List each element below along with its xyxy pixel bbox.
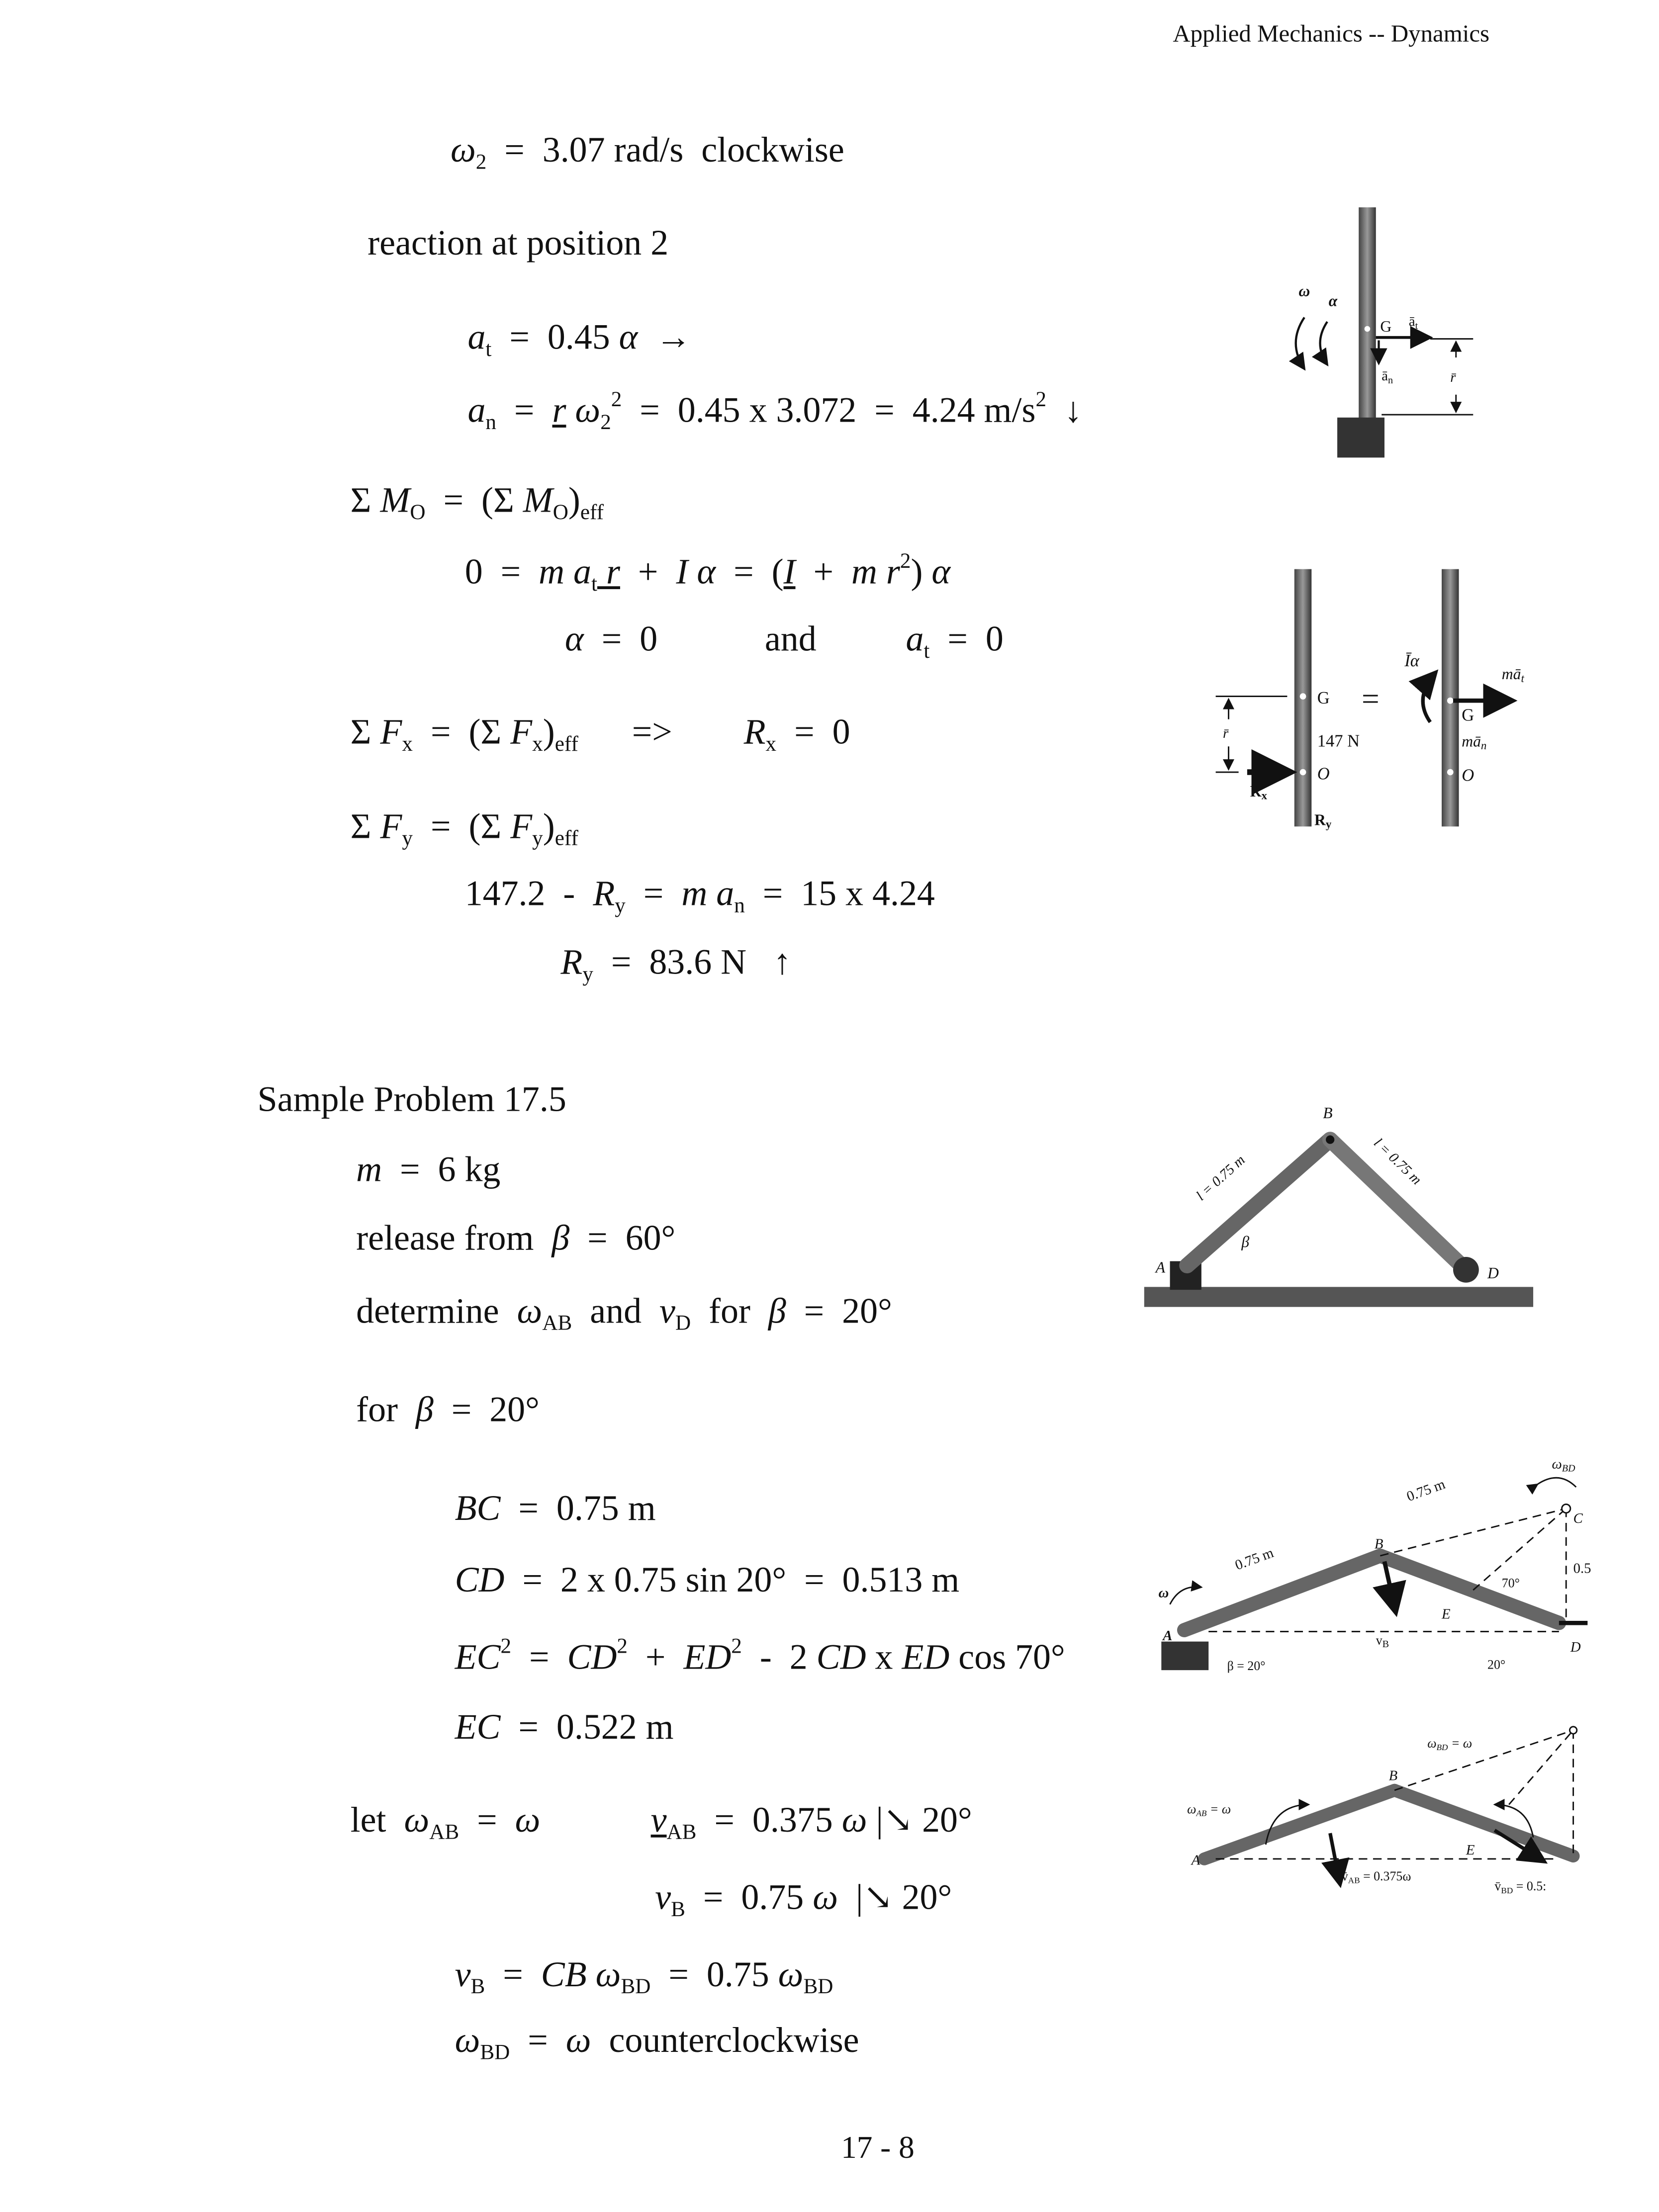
kinetic-g-label: G	[1462, 706, 1475, 725]
math-segment: = 0	[776, 713, 850, 752]
math-segment: M	[380, 482, 410, 521]
roller-d	[1453, 1257, 1479, 1283]
math-segment: = 0 and	[583, 620, 906, 659]
math-segment: = 60°	[569, 1220, 676, 1258]
math-segment: eff	[554, 733, 578, 757]
math-segment: 0 =	[464, 553, 539, 592]
math-segment: Σ	[350, 482, 380, 521]
figure-geometry-20deg	[1159, 1456, 1591, 1674]
point-a-label: A	[1191, 1852, 1200, 1868]
math-segment: O	[553, 502, 568, 525]
math-segment: =	[625, 875, 682, 914]
math-segment: = 3.07 rad/s clockwise	[486, 131, 844, 171]
math-segment: determine	[356, 1292, 517, 1331]
math-segment: a	[467, 392, 486, 431]
math-segment: |↘ 20°	[867, 1801, 972, 1841]
math-segment: →	[638, 319, 692, 357]
length-ab-label: l = 0.75 m	[1193, 1151, 1248, 1204]
math-segment: 147.2 -	[464, 875, 593, 914]
math-segment: EC	[455, 1708, 501, 1748]
bar-ab	[1204, 1790, 1395, 1859]
figure-linkage-release	[1144, 1104, 1533, 1307]
math-segment: - 2	[741, 1638, 817, 1678]
math-segment: release from	[356, 1220, 552, 1258]
math-segment: and	[572, 1292, 660, 1331]
math-segment: R	[743, 713, 766, 752]
math-segment: y	[532, 828, 543, 851]
math-segment: ↓	[1046, 392, 1082, 431]
figure-free-body-diagram	[1216, 569, 1525, 831]
math-segment: for	[691, 1292, 768, 1331]
math-segment: m r	[851, 553, 900, 592]
math-segment: D	[675, 1313, 691, 1336]
fbd-r-label: r̄	[1222, 725, 1229, 742]
ry-label: Ry	[1314, 811, 1332, 831]
math-segment: = (Σ	[412, 713, 511, 752]
math-segment: ω	[566, 392, 601, 431]
math-segment: )	[543, 807, 555, 847]
math-segment: 2	[731, 1636, 742, 1659]
moment-arrow-icon	[1423, 672, 1436, 722]
math-segment: for	[356, 1391, 416, 1430]
math-segment: 2	[500, 1636, 512, 1659]
vb-arrow	[1384, 1562, 1396, 1613]
math-segment: 2	[900, 550, 911, 574]
math-segment: EC	[455, 1638, 501, 1678]
math-segment: B	[470, 1976, 485, 1999]
math-segment: eff	[554, 828, 578, 851]
math-segment: I	[783, 553, 796, 592]
rx-label: Rx	[1250, 782, 1267, 802]
math-segment: =	[496, 392, 553, 431]
math-segment: = 20°	[433, 1391, 540, 1430]
point-b-label: B	[1388, 1768, 1398, 1784]
length-bd-label: l = 0.75 m	[1371, 1135, 1425, 1188]
vb-label: $v_B$	[1376, 1633, 1389, 1650]
bar-bd	[1394, 1790, 1573, 1856]
math-segment: = 0.45	[491, 319, 619, 357]
math-segment: v	[650, 1801, 667, 1841]
omega-label: ω	[1298, 282, 1310, 300]
vab-label: $v̄_{AB} = 0.375\omega$	[1341, 1868, 1411, 1885]
math-segment: F	[510, 807, 533, 847]
math-segment: β	[552, 1220, 570, 1258]
math-segment: CD	[567, 1638, 617, 1678]
o-dot	[1300, 769, 1306, 776]
math-segment: ω	[565, 2022, 591, 2061]
math-segment: ω	[841, 1801, 867, 1841]
math-segment: = 0.75 m	[500, 1490, 656, 1529]
length-ab-label: 0.75 m	[1233, 1545, 1276, 1574]
math-segment: m	[356, 1151, 382, 1190]
math-segment: n	[485, 412, 496, 435]
length-bc-label: 0.75 m	[1404, 1476, 1448, 1505]
running-header: Applied Mechanics -- Dynamics	[1173, 20, 1490, 47]
math-segment: α	[619, 319, 638, 357]
omega-arrow-icon	[1296, 317, 1304, 369]
math-segment: 2	[600, 412, 611, 435]
math-segment: reaction at position 2	[368, 224, 669, 264]
point-c	[1562, 1504, 1570, 1513]
point-e-label: E	[1466, 1842, 1475, 1858]
fbd-o-label: O	[1317, 764, 1330, 784]
r-bar-label: r̄	[1450, 369, 1456, 385]
point-a-label: A	[1155, 1258, 1166, 1276]
omega-bd-label: $\omega_{BD}$	[1552, 1456, 1575, 1474]
math-segment: m a	[539, 553, 592, 592]
math-segment: = 0	[929, 620, 1004, 659]
math-segment: CD	[816, 1638, 866, 1678]
math-segment: ω	[778, 1956, 804, 1995]
math-segment: y	[402, 828, 413, 851]
math-segment: = 15 x 4.24	[744, 875, 935, 914]
bar-bd	[1380, 1556, 1559, 1623]
math-segment: = (	[716, 553, 784, 592]
math-segment: )	[543, 713, 555, 752]
math-segment: 2	[475, 151, 487, 175]
math-segment: = 20°	[786, 1292, 892, 1331]
omega-label: ω	[1158, 1585, 1169, 1601]
math-segment: 2	[1035, 389, 1047, 412]
point-c	[1569, 1727, 1576, 1734]
beta-label: β = 20°	[1227, 1659, 1266, 1674]
math-segment: = 0.375	[696, 1801, 842, 1841]
math-segment: = 83.6 N ↑	[593, 944, 791, 982]
math-segment: R	[593, 875, 615, 914]
math-segment: +	[627, 1638, 684, 1678]
omega-bd-label: $\omega_{BD} = \omega$	[1427, 1736, 1473, 1753]
math-segment: = 0.75	[685, 1879, 813, 1918]
math-segment: M	[523, 482, 553, 521]
math-segment: B	[671, 1899, 685, 1922]
math-segment: cos 70°	[949, 1638, 1065, 1678]
height-label: 0.5	[1573, 1560, 1591, 1577]
math-segment: β	[415, 1391, 434, 1430]
i-alpha-label: Īα	[1404, 651, 1419, 671]
math-segment: R	[560, 944, 583, 982]
fbd-weight-label: 147 N	[1317, 731, 1360, 751]
point-e-label: E	[1442, 1606, 1451, 1622]
bar-ab	[1187, 1140, 1330, 1265]
vbd-label: $v̄_{BD} = 0.5$:	[1494, 1879, 1547, 1895]
math-segment: Sample Problem 17.5	[257, 1081, 566, 1120]
beta-label: β	[1241, 1233, 1250, 1250]
math-segment: a	[467, 319, 486, 357]
pendulum-bar	[1359, 207, 1376, 436]
math-segment: a	[906, 620, 924, 659]
pin-b	[1326, 1136, 1334, 1144]
math-segment: = (Σ	[425, 482, 523, 521]
math-segment: Σ	[350, 807, 380, 847]
o2-dot	[1447, 769, 1454, 776]
math-segment: =>	[578, 713, 744, 752]
center-of-mass-dot	[1365, 326, 1371, 332]
point-d-label: D	[1487, 1264, 1499, 1282]
figure-pendulum	[1296, 207, 1474, 457]
math-segment: AB	[429, 1822, 460, 1845]
math-segment: β	[768, 1292, 786, 1331]
math-segment: ω	[517, 1292, 543, 1331]
math-segment: O	[410, 502, 426, 525]
math-segment: = 0.45 x 3.072 = 4.24 m/s	[622, 392, 1036, 431]
math-segment: α	[931, 553, 951, 592]
math-segment: =	[510, 2022, 566, 2061]
math-segment: +	[620, 553, 676, 592]
alpha-label: α	[1328, 292, 1338, 310]
omega-bd-arrow-icon	[1538, 1478, 1576, 1487]
math-segment: t	[591, 573, 597, 597]
math-segment: =	[459, 1801, 515, 1841]
math-segment: I α	[676, 553, 716, 592]
ec-dashed	[1509, 1730, 1573, 1805]
point-a-label: A	[1163, 1627, 1173, 1644]
math-segment: ω	[450, 131, 476, 171]
page-number: 17 - 8	[841, 2129, 915, 2165]
math-segment: n	[734, 895, 745, 918]
math-segment: AB	[542, 1313, 572, 1336]
math-segment: =	[511, 1638, 567, 1678]
math-segment: x	[402, 733, 413, 757]
math-segment: ω	[455, 2022, 480, 2061]
math-segment: BC	[455, 1490, 501, 1529]
g-dot	[1300, 693, 1306, 700]
math-segment: y	[615, 895, 626, 918]
omega-ab-label: $\omega_{AB} = \omega$	[1187, 1801, 1231, 1818]
math-segment: ω	[813, 1879, 838, 1918]
math-segment: t	[923, 640, 930, 664]
math-segment: v	[659, 1292, 675, 1331]
point-b-label: B	[1323, 1104, 1333, 1122]
point-c-label: C	[1573, 1510, 1583, 1526]
math-segment: F	[380, 713, 402, 752]
point-b-label: B	[1374, 1536, 1383, 1552]
math-segment: |↘ 20°	[838, 1879, 952, 1918]
math-segment: x	[532, 733, 543, 757]
math-segment: m a	[681, 875, 735, 914]
at-label: $ā_t$	[1408, 313, 1418, 332]
ground	[1144, 1287, 1533, 1307]
math-segment: +	[795, 553, 851, 592]
bar-ab	[1184, 1556, 1380, 1630]
math-segment: counterclockwise	[591, 2022, 859, 2061]
math-segment: F	[380, 807, 402, 847]
math-segment: ω	[404, 1801, 430, 1841]
pin-support-a	[1161, 1642, 1208, 1671]
math-segment: t	[485, 339, 492, 362]
math-segment: = 6 kg	[382, 1151, 501, 1190]
kinetic-o-label: O	[1462, 766, 1475, 785]
math-segment: = 0.75	[650, 1956, 778, 1995]
math-segment: 2	[617, 1636, 628, 1659]
math-segment: y	[582, 964, 593, 987]
math-segment: 2	[611, 389, 622, 412]
math-segment: CD	[455, 1561, 505, 1600]
math-segment: v	[455, 1956, 471, 1995]
math-segment: BD	[621, 1976, 651, 1999]
mat-label: māt	[1501, 665, 1524, 685]
math-segment: F	[510, 713, 533, 752]
math-segment: CB ω	[541, 1956, 621, 1995]
math-segment: Σ	[350, 713, 380, 752]
math-segment: BD	[803, 1976, 833, 1999]
math-segment: x	[866, 1638, 902, 1678]
an-label: $ā_n$	[1382, 368, 1393, 386]
math-segment: x	[765, 733, 777, 757]
math-segment: r	[552, 392, 566, 431]
math-segment: α	[565, 620, 584, 659]
angle-70-label: 70°	[1501, 1576, 1520, 1591]
g2-dot	[1447, 698, 1454, 704]
math-segment: = (Σ	[412, 807, 511, 847]
math-segment: eff	[580, 502, 604, 525]
math-segment: ω	[515, 1801, 541, 1841]
math-segment: let	[350, 1801, 404, 1841]
math-segment: v	[655, 1879, 671, 1918]
g-label: G	[1380, 318, 1392, 336]
math-segment: = 2 x 0.75 sin 20° = 0.513 m	[504, 1561, 960, 1600]
math-segment: )	[911, 553, 932, 592]
math-segment: )	[568, 482, 580, 521]
man-label: mān	[1462, 732, 1487, 752]
angle-20-label: 20°	[1487, 1657, 1506, 1672]
math-segment: = 0.522 m	[500, 1708, 674, 1748]
figure-velocity-diagram	[1187, 1727, 1577, 1895]
pivot-support	[1337, 418, 1384, 458]
math-segment: ED	[902, 1638, 950, 1678]
math-segment: r	[597, 553, 620, 592]
math-segment: =	[485, 1956, 541, 1995]
omega-arrow-icon	[1170, 1587, 1201, 1604]
fbd-g-label: G	[1317, 688, 1330, 708]
alpha-arrow-icon	[1320, 322, 1327, 364]
math-segment: BD	[480, 2041, 510, 2065]
point-d-label: D	[1570, 1639, 1581, 1655]
math-segment: ED	[683, 1638, 732, 1678]
equals-sign: =	[1361, 681, 1380, 716]
math-segment: AB	[666, 1822, 697, 1845]
